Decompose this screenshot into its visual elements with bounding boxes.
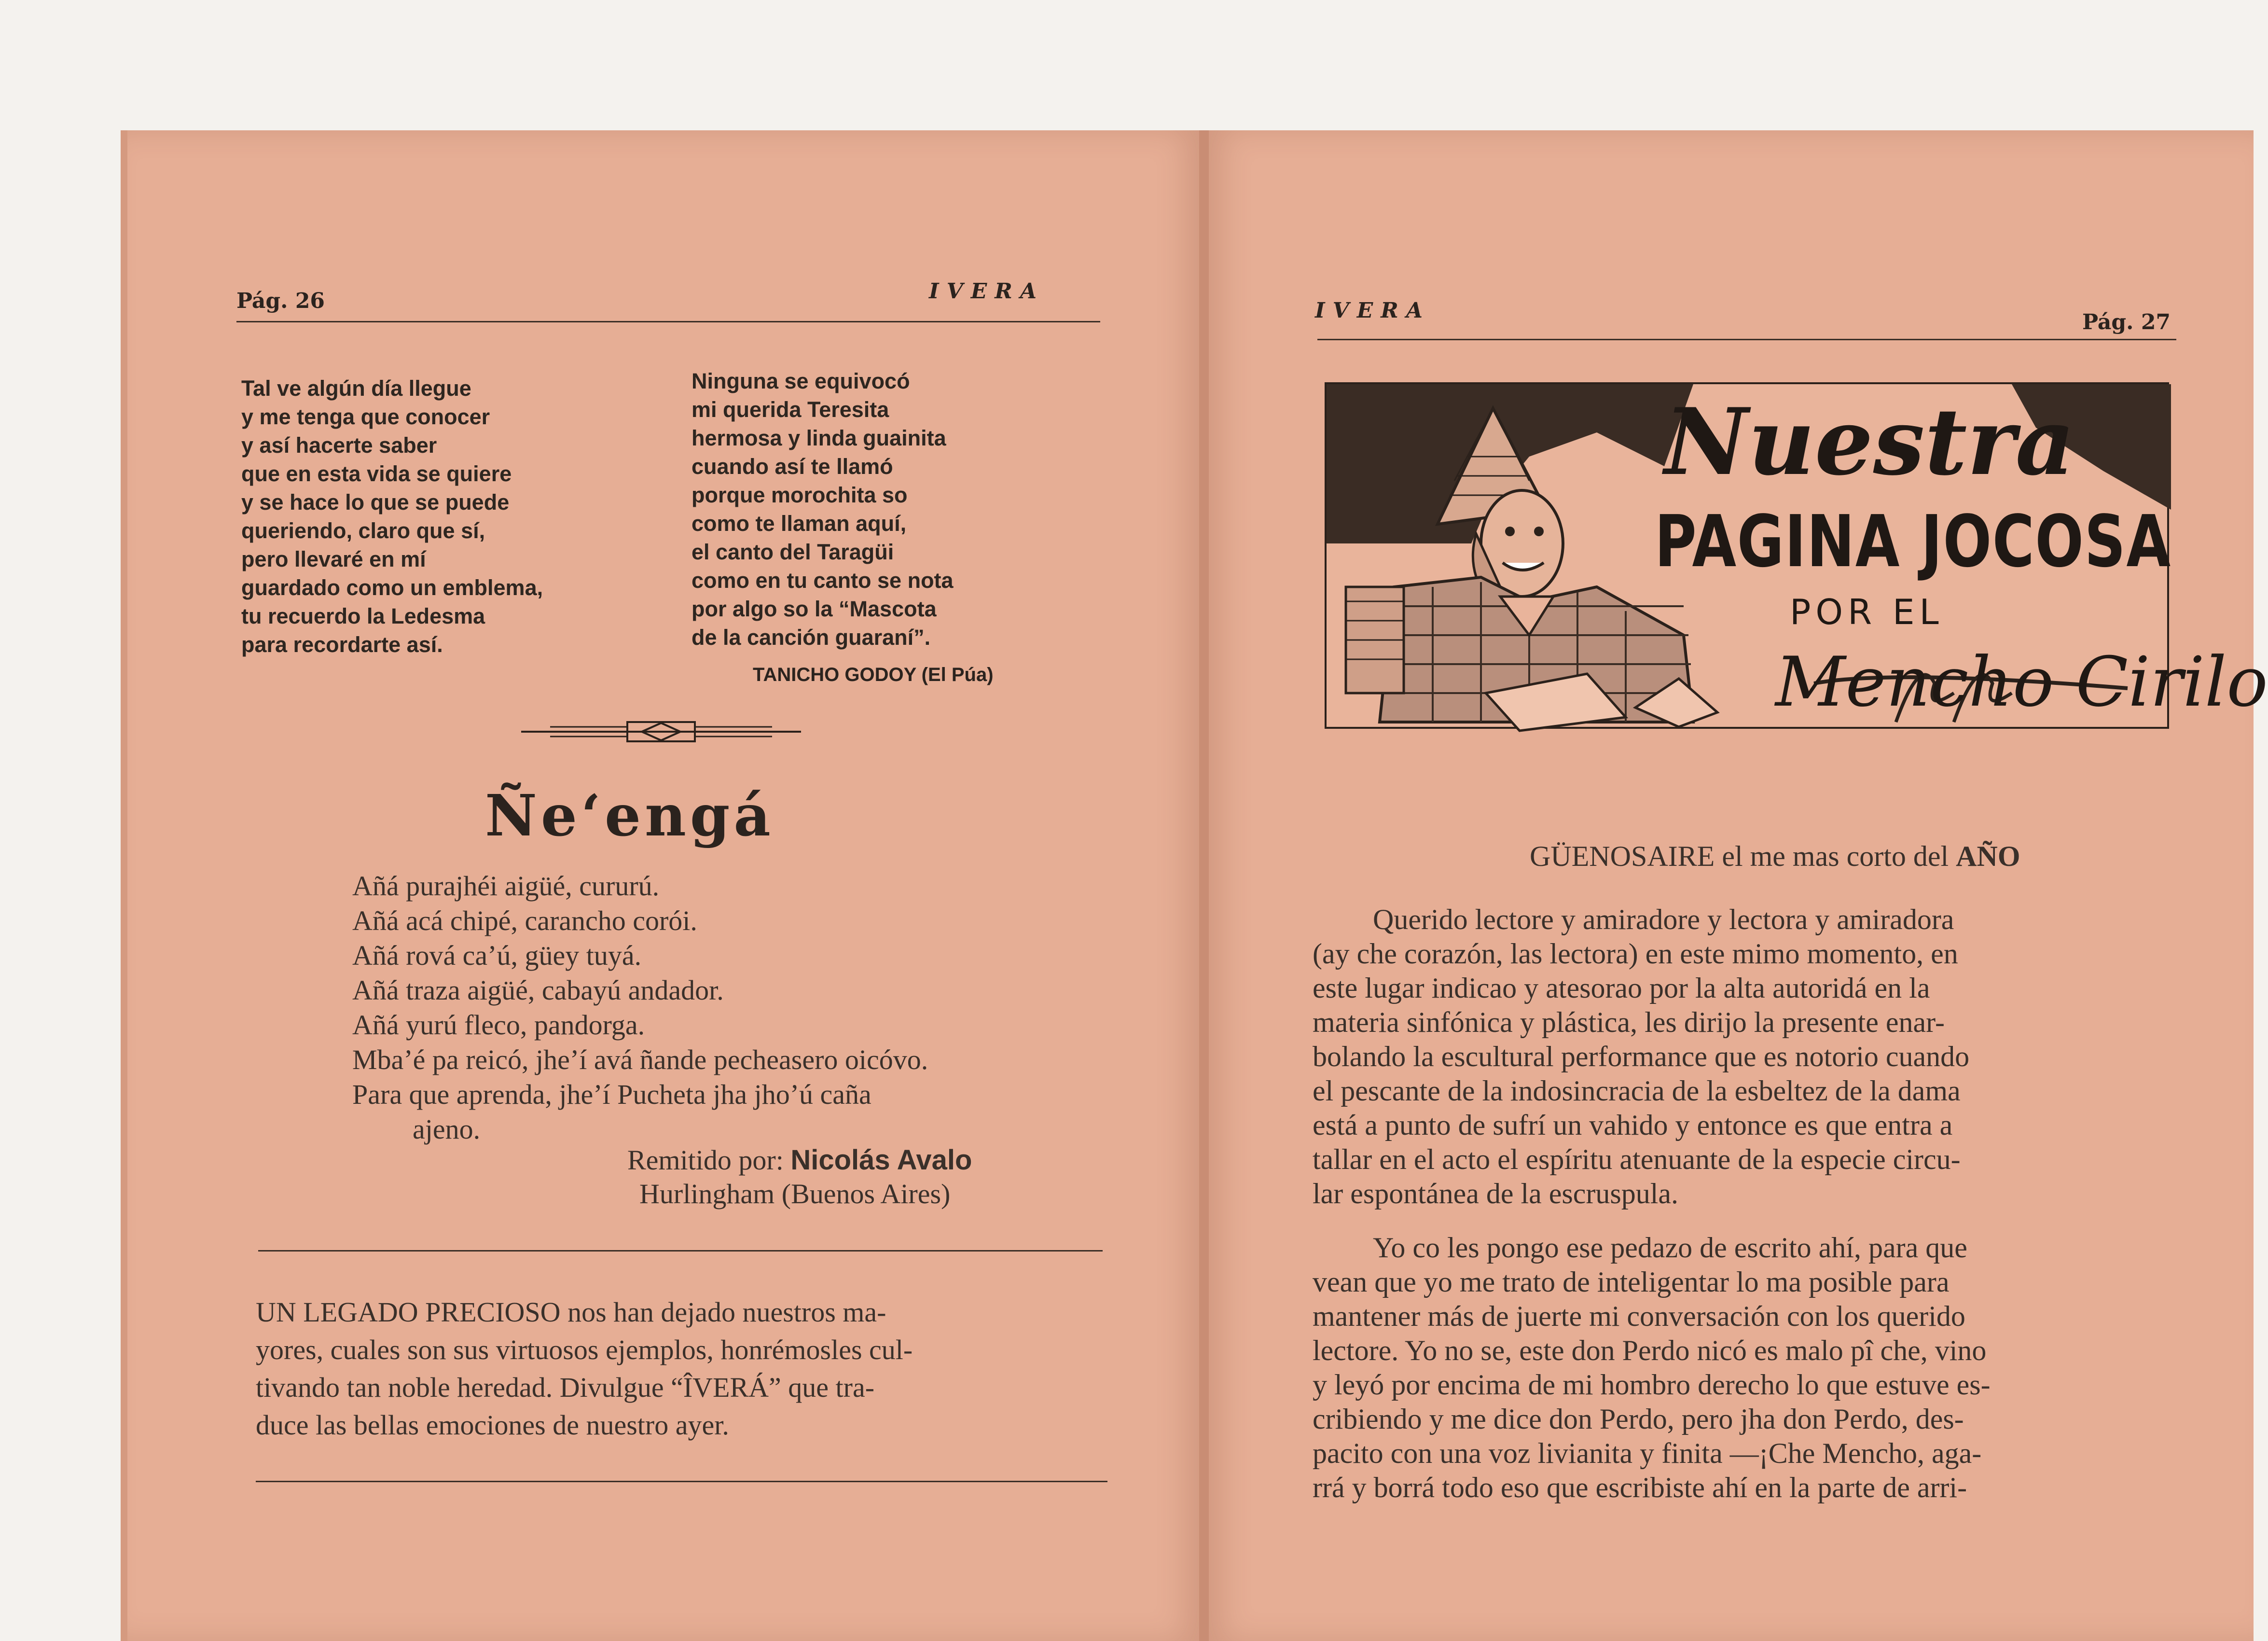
subheading-guenosaire: GÜENOSAIRE <box>1530 840 1715 872</box>
paragraph-line: tallar en el acto el espíritu atenuante de la especie circu- <box>1313 1143 1961 1175</box>
subheading-ano: AÑO <box>1956 840 2020 872</box>
proverb-line: Mba’é pa reicó, jhe’í avá ñande pecheasero oicóvo. <box>352 1044 928 1075</box>
proverb-line: Añá yurú fleco, pandorga. <box>352 1009 645 1041</box>
legado-paragraph <box>256 1293 913 1444</box>
subheading-middle: el me mas corto del <box>1722 840 1949 872</box>
paragraph-line: UN LEGADO PRECIOSO nos han dejado nuestros ma- <box>256 1296 886 1328</box>
paragraph-line: el pescante de la indosincracia de la esbeltez de la dama <box>1313 1075 1961 1107</box>
paragraph-line: rrá y borrá todo eso que escribiste ahí en la parte de arri- <box>1313 1472 1967 1503</box>
poem-line: que en esta vida se quiere <box>241 461 512 486</box>
poem-column-right <box>691 367 954 652</box>
paragraph-line: está a punto de sufrí un vahido y entonce es que entra a <box>1313 1109 1953 1141</box>
paragraph-line: y leyó por encima de mi hombro derecho lo que estuve es- <box>1313 1369 1991 1401</box>
poem-line: cuando así te llamó <box>691 454 893 479</box>
poem-column-left <box>241 374 543 659</box>
paragraph-line: tivando tan noble heredad. Divulgue “ÎVERÁ” que tra- <box>256 1372 875 1403</box>
poem-line: para recordarte así. <box>241 632 443 657</box>
poem-line: pero llevaré en mí <box>241 547 426 571</box>
poem-line: el canto del Taragüi <box>691 540 894 564</box>
poem-line: como en tu canto se nota <box>691 568 954 593</box>
left-journal-title: IVERA <box>929 279 1044 304</box>
poem-line: porque morochita so <box>691 483 908 507</box>
right-page-number: Pág. 27 <box>2082 310 2171 334</box>
poem-line: por algo so la “Mascota <box>691 597 937 621</box>
left-page-number: Pág. 26 <box>236 289 325 313</box>
remitido-place: Hurlingham (Buenos Aires) <box>639 1178 951 1210</box>
right-header-rule <box>1317 339 2176 340</box>
paragraph-line: mantener más de juerte mi conversación con los querido <box>1313 1300 1965 1332</box>
paragraph-line: (ay che corazón, las lectora) en este mimo momento, en <box>1313 938 1958 970</box>
paragraph-line: yores, cuales son sus virtuosos ejemplos, honrémosles cul- <box>256 1334 913 1365</box>
remitido-line <box>627 1144 972 1176</box>
paragraph-line: duce las bellas emociones de nuestro ayer. <box>256 1409 729 1441</box>
paragraph-line: este lugar indicao y atesorao por la alta autoridá en la <box>1313 972 1930 1004</box>
poem-author: TANICHO GODOY (El Púa) <box>753 664 994 685</box>
paragraph-line: cribiendo y me dice don Perdo, pero jha don Perdo, des- <box>1313 1403 1964 1435</box>
poem-line: Ninguna se equivocó <box>691 369 910 393</box>
proverb-line: Añá rová ca’ú, güey tuyá. <box>352 940 642 971</box>
paragraph-line: lectore. Yo no se, este don Perdo nicó es malo pî che, vino <box>1313 1335 1987 1366</box>
bottom-rule <box>256 1481 1107 1482</box>
proverb-line: Para que aprenda, jhe’í Pucheta jha jho’ú caña <box>352 1079 871 1110</box>
section-title: Ñe‘engá <box>485 782 774 849</box>
poem-line: y se hace lo que se puede <box>241 490 510 515</box>
proverb-line: Añá acá chipé, carancho corói. <box>352 905 697 936</box>
poem-line: de la canción guaraní”. <box>691 625 931 650</box>
paragraph-line: vean que yo me trato de inteligentar lo ma posible para <box>1313 1266 1950 1298</box>
left-header-rule <box>236 321 1100 322</box>
poem-line: guardado como un emblema, <box>241 575 543 600</box>
banner-mencho-cirilo: Mencho Cirilo <box>1775 642 2268 722</box>
poem-line: mi querida Teresita <box>691 397 889 422</box>
poem-line: como te llaman aquí, <box>691 511 907 536</box>
paragraph-line: Yo co les pongo ese pedazo de escrito ahí, para que <box>1373 1232 1967 1264</box>
right-journal-title: IVERA <box>1315 298 1430 323</box>
poem-line: tu recuerdo la Ledesma <box>241 604 485 628</box>
article-paragraph-2 <box>1313 1231 1991 1505</box>
book-gutter <box>1199 130 1209 1641</box>
proverbs-block <box>352 869 928 1147</box>
paragraph-line: lar espontánea de la escruspula. <box>1313 1178 1678 1210</box>
section-rule <box>258 1250 1103 1252</box>
proverb-line: Añá purajhéi aigüé, cururú. <box>352 870 660 902</box>
ornament-divider <box>521 718 801 745</box>
paragraph-line: pacito con una voz livianita y finita —¡Che Mencho, aga- <box>1313 1437 1982 1469</box>
paragraph-line: Querido lectore y amiradore y lectora y amiradora <box>1373 904 1954 935</box>
proverb-line: Añá traza aigüé, cabayú andador. <box>352 974 724 1006</box>
poem-line: y me tenga que conocer <box>241 404 490 429</box>
remitido-name: Nicolás Avalo <box>790 1144 972 1176</box>
poem-line: y así hacerte saber <box>241 433 437 458</box>
remitido-label: Remitido por: <box>627 1144 784 1176</box>
jocosa-banner <box>1325 382 2268 729</box>
poem-line: queriendo, claro que sí, <box>241 518 485 543</box>
paragraph-line: bolando la escultural performance que es notorio cuando <box>1313 1041 1970 1072</box>
banner-pagina-jocosa: PAGINA JOCOSA <box>1655 500 2171 583</box>
article-paragraph-1 <box>1313 903 1969 1211</box>
banner-por-el: POR EL <box>1790 592 1944 632</box>
poem-line: hermosa y linda guainita <box>691 426 946 450</box>
paragraph-line: materia sinfónica y plástica, les dirijo la presente enar- <box>1313 1006 1945 1038</box>
article-subheading <box>1530 840 2020 873</box>
proverb-line: ajeno. <box>413 1113 481 1145</box>
poem-line: Tal ve algún día llegue <box>241 376 471 401</box>
banner-nuestra: Nuestra <box>1664 388 2075 496</box>
